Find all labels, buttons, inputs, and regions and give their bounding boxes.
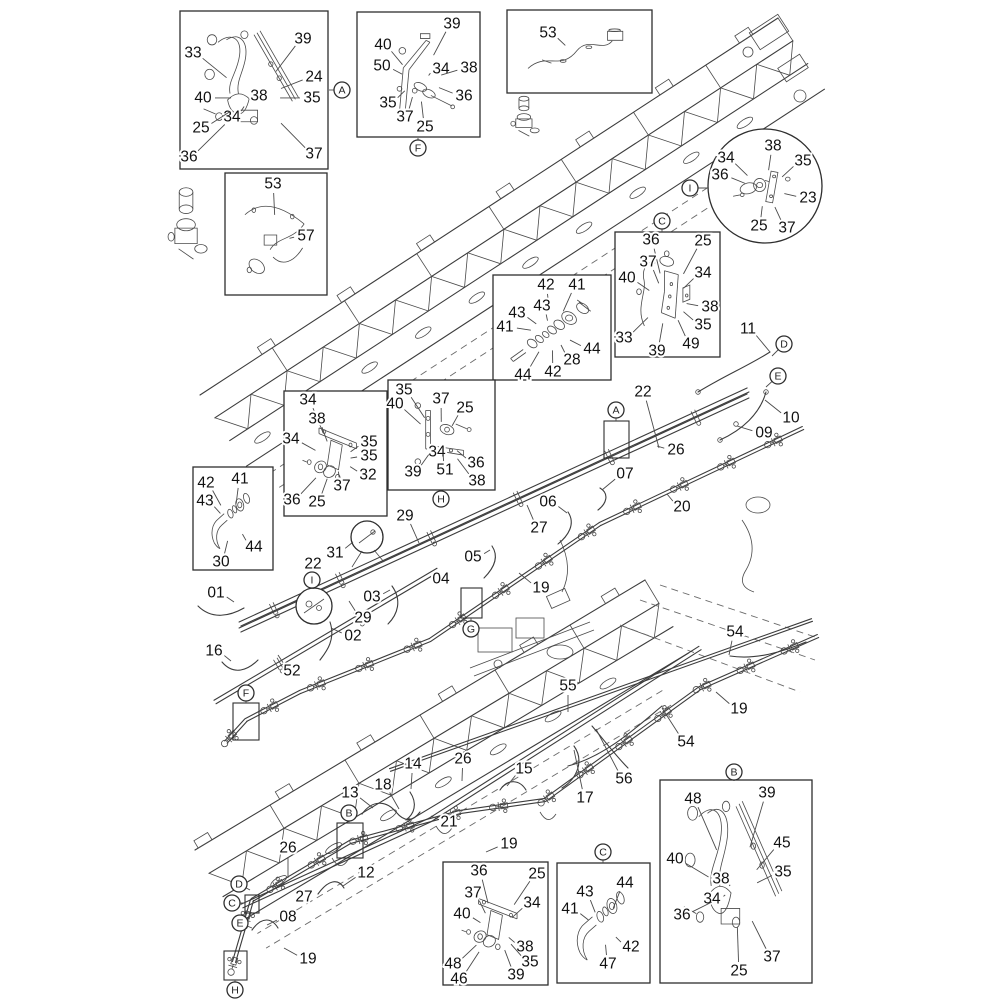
part-callout-09: 09 [755, 424, 773, 442]
part-callout-39: 39 [294, 30, 312, 48]
view-marker-b [726, 764, 742, 780]
part-callout-35: 35 [360, 447, 378, 465]
part-callout-34: 34 [223, 108, 241, 126]
part-callout-34: 34 [703, 890, 721, 908]
part-callout-35: 35 [521, 953, 539, 971]
part-callout-41: 41 [561, 900, 579, 918]
part-callout-04: 04 [432, 570, 450, 588]
svg-text:E: E [774, 370, 782, 383]
part-callout-49: 49 [682, 335, 700, 353]
part-callout-26: 26 [667, 441, 685, 459]
svg-text:G: G [466, 623, 476, 636]
part-callout-34: 34 [523, 894, 541, 912]
svg-text:E: E [236, 917, 244, 930]
part-callout-25: 25 [308, 493, 326, 511]
part-callout-37: 37 [778, 219, 796, 237]
part-callout-51: 51 [436, 461, 454, 479]
part-callout-36: 36 [470, 862, 488, 880]
part-callout-14: 14 [404, 755, 422, 773]
part-callout-52: 52 [283, 662, 301, 680]
part-callout-34: 34 [299, 391, 317, 409]
part-callout-21: 21 [440, 813, 458, 831]
part-callout-43: 43 [533, 297, 551, 315]
view-marker-d [776, 336, 792, 352]
part-callout-35: 35 [395, 381, 413, 399]
part-callout-41: 41 [496, 318, 514, 336]
part-callout-35: 35 [360, 433, 378, 451]
view-marker-c [224, 895, 240, 911]
view-marker-f [410, 140, 426, 156]
part-callout-53: 53 [539, 24, 557, 42]
part-callout-39: 39 [404, 463, 422, 481]
view-marker-h [433, 491, 449, 507]
part-callout-39: 39 [443, 15, 461, 33]
svg-text:C: C [228, 897, 236, 910]
part-callout-19: 19 [532, 579, 550, 597]
part-callout-28: 28 [563, 351, 581, 369]
part-callout-42: 42 [197, 474, 215, 492]
part-callout-44: 44 [514, 366, 532, 384]
part-callout-45: 45 [773, 834, 791, 852]
view-marker-i [682, 180, 698, 196]
view-marker-f [238, 685, 254, 701]
part-callout-36: 36 [711, 166, 729, 184]
view-marker-h [227, 982, 243, 998]
view-marker-d [231, 876, 247, 892]
part-callout-40: 40 [453, 905, 471, 923]
part-callout-29: 29 [396, 507, 414, 525]
part-callout-02: 02 [344, 627, 362, 645]
part-callout-53: 53 [264, 175, 282, 193]
part-callout-40: 40 [194, 89, 212, 107]
part-callout-37: 37 [763, 948, 781, 966]
part-callout-40: 40 [618, 269, 636, 287]
part-callout-36: 36 [673, 906, 691, 924]
svg-text:I: I [310, 574, 314, 587]
view-marker-a [334, 82, 350, 98]
part-callout-27: 27 [530, 519, 548, 537]
part-callout-40: 40 [386, 395, 404, 413]
part-callout-56: 56 [615, 770, 633, 788]
part-callout-48: 48 [444, 955, 462, 973]
svg-text:B: B [730, 766, 738, 779]
part-callout-12: 12 [357, 864, 375, 882]
part-callout-38: 38 [712, 870, 730, 888]
part-callout-30: 30 [212, 553, 230, 571]
part-callout-35: 35 [303, 89, 321, 107]
part-callout-19: 19 [500, 835, 518, 853]
part-callout-17: 17 [576, 789, 594, 807]
part-callout-39: 39 [507, 966, 525, 984]
part-callout-11: 11 [739, 320, 757, 338]
part-callout-34: 34 [717, 149, 735, 167]
part-callout-29: 29 [354, 609, 372, 627]
view-marker-i [304, 572, 320, 588]
part-callout-47: 47 [599, 955, 617, 973]
part-callout-46: 46 [450, 970, 468, 988]
part-callout-27: 27 [295, 888, 313, 906]
svg-text:C: C [658, 215, 666, 228]
part-callout-08: 08 [279, 908, 297, 926]
svg-text:H: H [231, 984, 239, 997]
part-callout-06: 06 [539, 493, 557, 511]
part-callout-36: 36 [455, 87, 473, 105]
part-callout-07: 07 [616, 465, 634, 483]
part-callout-41: 41 [231, 470, 249, 488]
svg-text:H: H [437, 493, 445, 506]
part-callout-33: 33 [184, 44, 202, 62]
part-callout-44: 44 [616, 874, 634, 892]
part-callout-57: 57 [297, 227, 315, 245]
part-callout-05: 05 [464, 548, 482, 566]
part-callout-36: 36 [467, 454, 485, 472]
part-callout-50: 50 [373, 57, 391, 75]
part-callout-38: 38 [460, 59, 478, 77]
part-callout-40: 40 [666, 850, 684, 868]
part-callout-34: 34 [428, 443, 446, 461]
part-callout-42: 42 [622, 938, 640, 956]
part-callout-23: 23 [799, 189, 817, 207]
part-callout-01: 01 [207, 584, 225, 602]
part-callout-34: 34 [282, 430, 300, 448]
part-callout-31: 31 [326, 544, 344, 562]
part-callout-38: 38 [308, 410, 326, 428]
part-callout-39: 39 [758, 784, 776, 802]
part-callout-38: 38 [250, 87, 268, 105]
part-callout-03: 03 [363, 588, 381, 606]
part-callout-36: 36 [642, 231, 660, 249]
part-callout-24: 24 [305, 68, 323, 86]
part-callout-54: 54 [677, 733, 695, 751]
part-callout-55: 55 [559, 677, 577, 695]
part-callout-35: 35 [794, 152, 812, 170]
svg-text:F: F [414, 142, 422, 155]
part-callout-25: 25 [750, 217, 768, 235]
detail-box-53 [507, 10, 652, 93]
detail-box-b [660, 780, 812, 983]
part-callout-37: 37 [639, 253, 657, 271]
part-callout-25: 25 [694, 232, 712, 250]
part-callout-37: 37 [333, 477, 351, 495]
part-callout-38: 38 [468, 472, 486, 490]
part-callout-10: 10 [782, 409, 800, 427]
svg-text:B: B [345, 807, 353, 820]
part-callout-34: 34 [694, 264, 712, 282]
part-callout-34: 34 [432, 60, 450, 78]
part-callout-19: 19 [730, 700, 748, 718]
view-marker-a [608, 402, 624, 418]
part-callout-35: 35 [694, 316, 712, 334]
part-callout-19: 19 [299, 950, 317, 968]
view-marker-e [232, 915, 248, 931]
inline-box-h [224, 951, 247, 980]
part-callout-25: 25 [456, 399, 474, 417]
svg-text:A: A [612, 404, 620, 417]
part-callout-22: 22 [634, 383, 652, 401]
part-callout-54: 54 [726, 623, 744, 641]
view-marker-e [770, 368, 786, 384]
part-callout-48: 48 [684, 790, 702, 808]
svg-text:C: C [599, 846, 607, 859]
part-callout-25: 25 [528, 865, 546, 883]
part-callout-20: 20 [673, 498, 691, 516]
part-callout-38: 38 [516, 938, 534, 956]
svg-text:D: D [235, 878, 243, 891]
part-callout-39: 39 [648, 342, 666, 360]
part-callout-40: 40 [374, 36, 392, 54]
part-callout-26: 26 [279, 839, 297, 857]
svg-text:A: A [338, 84, 346, 97]
part-callout-13: 13 [341, 784, 359, 802]
part-callout-37: 37 [396, 108, 414, 126]
part-callout-18: 18 [374, 776, 392, 794]
part-callout-22: 22 [304, 555, 322, 573]
view-marker-c [595, 844, 611, 860]
part-callout-36: 36 [180, 148, 198, 166]
part-callout-42: 42 [544, 363, 562, 381]
part-callout-26: 26 [454, 750, 472, 768]
part-callout-37: 37 [464, 884, 482, 902]
part-callout-41: 41 [568, 276, 586, 294]
part-callout-15: 15 [515, 760, 533, 778]
view-marker-c [654, 213, 670, 229]
part-callout-35: 35 [774, 863, 792, 881]
part-callout-25: 25 [192, 119, 210, 137]
svg-text:D: D [780, 338, 788, 351]
part-callout-38: 38 [764, 137, 782, 155]
part-callout-16: 16 [205, 642, 223, 660]
part-callout-43: 43 [576, 883, 594, 901]
part-callout-35: 35 [379, 94, 397, 112]
svg-text:F: F [242, 687, 250, 700]
part-callout-42: 42 [537, 276, 555, 294]
svg-text:I: I [688, 182, 692, 195]
part-callout-44: 44 [583, 340, 601, 358]
part-callout-43: 43 [508, 304, 526, 322]
view-marker-b [341, 805, 357, 821]
part-callout-32: 32 [359, 466, 377, 484]
part-callout-37: 37 [305, 145, 323, 163]
part-callout-44: 44 [245, 538, 263, 556]
part-callout-43: 43 [196, 492, 214, 510]
part-callout-25: 25 [730, 962, 748, 980]
view-marker-g [463, 621, 479, 637]
part-callout-36: 36 [283, 491, 301, 509]
part-callout-33: 33 [615, 329, 633, 347]
part-callout-38: 38 [701, 298, 719, 316]
part-callout-25: 25 [416, 118, 434, 136]
part-callout-37: 37 [432, 390, 450, 408]
